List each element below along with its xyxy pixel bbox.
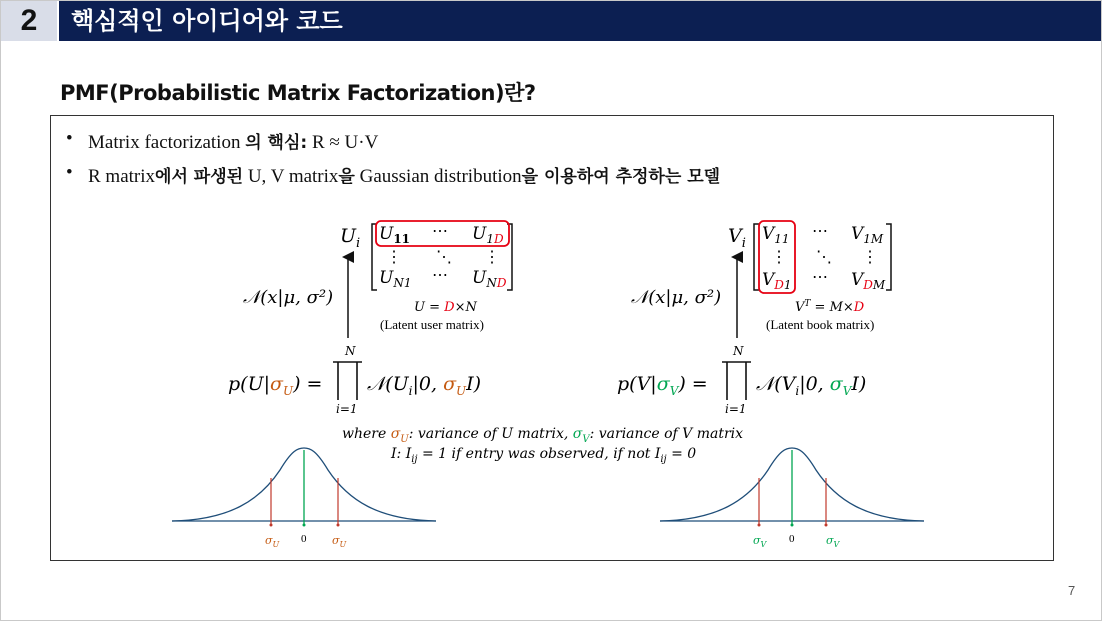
user-cell-n1: $U_{N1}$ bbox=[379, 268, 412, 290]
user-likelihood: $𝒩(U_i|0$, $\sigma_UI$) bbox=[367, 373, 482, 398]
book-cell-11: $V_{11}$ bbox=[762, 224, 790, 246]
book-posterior-formula: $p(V|\sigma_V)$ = bbox=[617, 373, 708, 398]
gaussian-left-label-center: 0 bbox=[301, 533, 307, 545]
bullet-dot: • bbox=[66, 128, 73, 149]
user-prod-bottom: i=1 bbox=[336, 402, 358, 416]
book-matrix-caption: (Latent book matrix) bbox=[766, 317, 875, 332]
book-hdots-bottom: ⋯ bbox=[812, 269, 828, 286]
user-prior-dist: 𝒩(x|μ, σ²) bbox=[243, 287, 334, 308]
indicator-definition: I: $I_{ij} = 1$ if entry was observed, if not $I_{ij} = 0$ bbox=[391, 446, 697, 465]
section-number: 2 bbox=[1, 1, 57, 41]
book-matrix-label: $V_i$ bbox=[728, 225, 746, 251]
gaussian-right bbox=[660, 448, 924, 549]
book-ddots: ⋱ bbox=[816, 249, 832, 266]
user-cell-1d: $U_1D$ bbox=[472, 224, 504, 246]
book-hdots-top: ⋯ bbox=[812, 223, 828, 240]
gaussian-left bbox=[172, 448, 436, 549]
gaussian-right-label-right: $\sigma_V$ bbox=[826, 534, 840, 549]
gaussian-right-label-left: $\sigma_V$ bbox=[753, 534, 767, 549]
bullet-1-text: Matrix factorization 의 핵심: R ≈ U·V bbox=[88, 132, 379, 153]
user-ddots: ⋱ bbox=[436, 249, 452, 266]
book-vdots-right: ⋮ bbox=[862, 249, 878, 266]
page-number: 7 bbox=[1068, 583, 1076, 598]
user-matrix-label: $U_i$ bbox=[340, 225, 361, 251]
book-cell-d1: $V_D1$ bbox=[762, 270, 792, 292]
book-prior-dist: 𝒩(x|μ, σ²) bbox=[631, 287, 722, 308]
book-matrix-right-bracket bbox=[886, 224, 891, 290]
user-product-symbol bbox=[333, 362, 362, 400]
user-hdots-top: ⋯ bbox=[432, 223, 448, 240]
book-prod-top: N bbox=[733, 344, 744, 358]
user-vdots-right: ⋮ bbox=[484, 249, 500, 266]
user-cell-nd: $U_ND$ bbox=[472, 268, 507, 290]
book-matrix-block bbox=[617, 221, 891, 416]
user-matrix-block bbox=[228, 221, 512, 416]
gaussian-left-label-left: $\sigma_U$ bbox=[265, 534, 280, 549]
user-hdots-bottom: ⋯ bbox=[432, 267, 448, 284]
book-prod-bottom: i=1 bbox=[725, 402, 747, 416]
gaussian-left-label-right: $\sigma_U$ bbox=[332, 534, 347, 549]
user-prod-top: N bbox=[345, 344, 356, 358]
bullet-2-text: R matrix에서 파생된 U, V matrix을 Gaussian distribution을 이용하여 추정하는 모델 bbox=[88, 166, 721, 187]
gaussian-right-label-center: 0 bbox=[789, 533, 795, 545]
book-cell-dm: $V_DM$ bbox=[851, 270, 886, 292]
bullet-dot: • bbox=[66, 162, 73, 183]
book-matrix-dims: $V^T = M\times D$ bbox=[795, 299, 865, 315]
variance-definition: where $\sigma_U$: variance of U matrix, $\sigma_V$: variance of V matrix bbox=[342, 426, 744, 445]
book-vdots-left: ⋮ bbox=[771, 249, 787, 266]
book-product-symbol bbox=[722, 362, 751, 400]
user-cell-11: $U_{11}$ bbox=[379, 224, 411, 246]
user-matrix-dims: U = D×N bbox=[414, 300, 477, 315]
user-posterior-formula: $p(U|\sigma_U)$ = bbox=[228, 373, 323, 398]
slide-subtitle: PMF(Probabilistic Matrix Factorization)란? bbox=[60, 81, 536, 105]
user-vdots-left: ⋮ bbox=[386, 249, 402, 266]
user-matrix-caption: (Latent user matrix) bbox=[380, 317, 484, 332]
book-likelihood: $𝒩(V_i|0$, $\sigma_VI$) bbox=[756, 373, 867, 398]
book-cell-1m: $V_{1M}$ bbox=[851, 224, 884, 246]
section-title: 핵심적인 아이디어와 코드 bbox=[59, 1, 1101, 41]
